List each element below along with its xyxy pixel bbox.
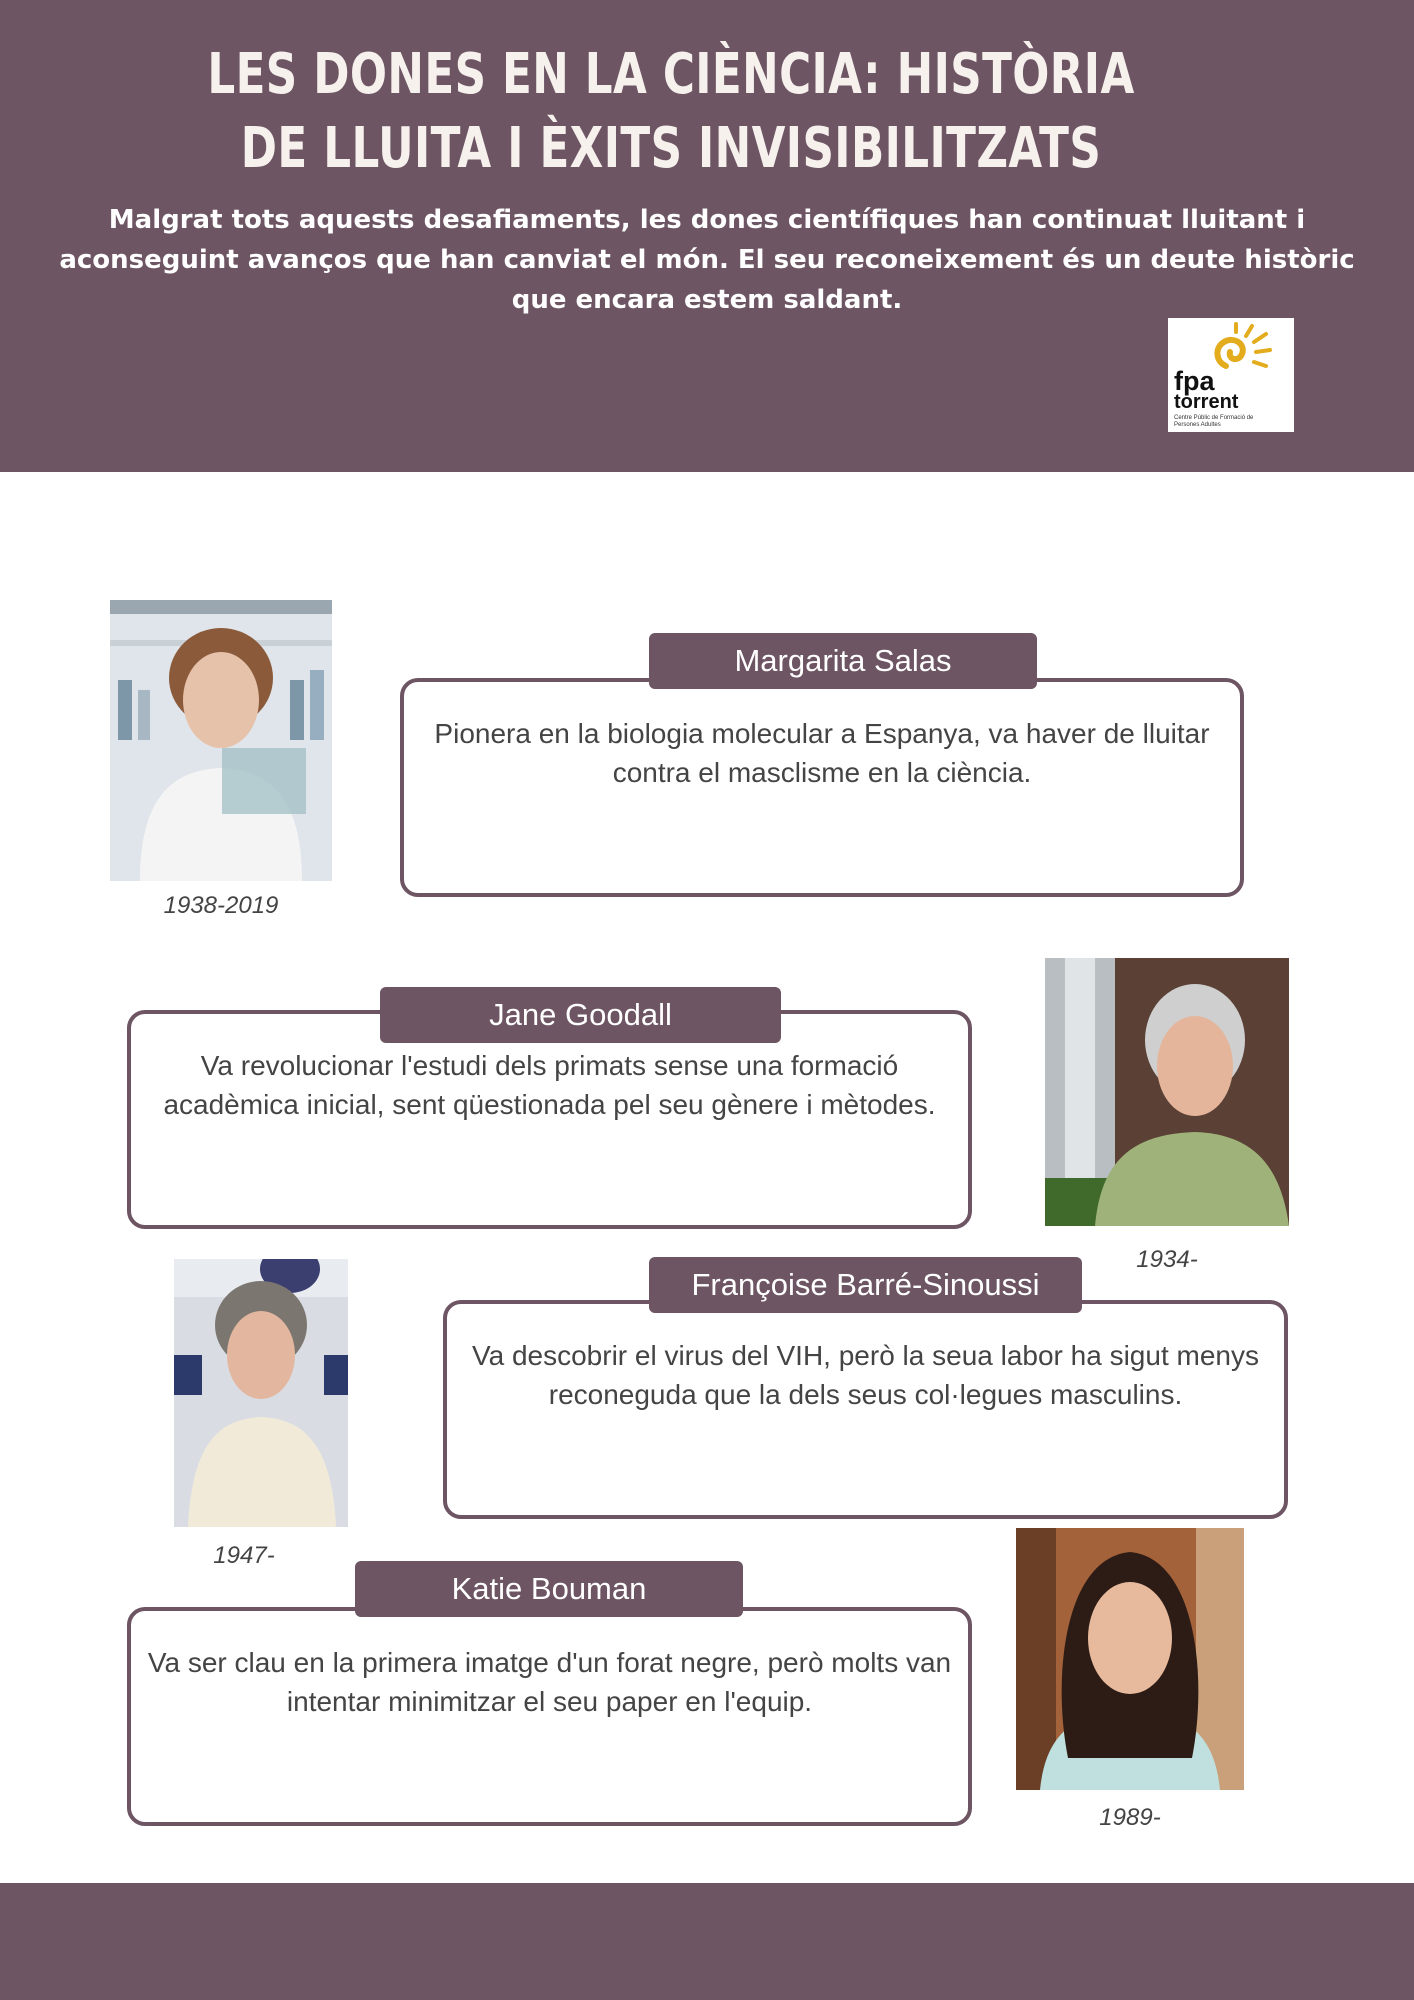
- card-francoise-barre-sinoussi: [443, 1300, 1288, 1519]
- years-jane-goodall: 1934-: [1136, 1246, 1198, 1273]
- description-francoise-barre-sinoussi: Va descobrir el virus del VIH, però la seua labor ha sigut menys reconeguda que la dels seus col·legues masculins.: [472, 1340, 1259, 1410]
- footer-banner: [0, 1883, 1414, 2000]
- card-katie-bouman: [127, 1607, 972, 1826]
- card-margarita-salas: [400, 678, 1244, 897]
- description-jane-goodall: Va revolucionar l'estudi dels primats sense una formació acadèmica inicial, sent qüestionada pel seu gènere i mètodes.: [163, 1050, 936, 1120]
- fpa-torrent-logo: [1168, 318, 1294, 432]
- description-margarita-salas: Pionera en la biologia molecular a Espanya, va haver de lluitar contra el masclisme en la ciència.: [434, 718, 1210, 788]
- logo-text-subtitle: Centre Públic de Formació de Persones Adultes: [1174, 415, 1254, 428]
- portrait-photo-jane-goodall: [1045, 958, 1289, 1226]
- name-tab-margarita-salas: Margarita Salas: [649, 633, 1037, 689]
- header-banner: [0, 0, 1414, 472]
- portrait-image: [1016, 1528, 1244, 1790]
- years-francoise-barre-sinoussi: 1947-: [213, 1542, 275, 1569]
- description-katie-bouman: Va ser clau en la primera imatge d'un forat negre, però molts van intentar minimitzar el seu paper en l'equip.: [147, 1647, 952, 1717]
- name-tab-katie-bouman: Katie Bouman: [355, 1561, 743, 1617]
- logo-text-torrent: torrent: [1174, 391, 1239, 413]
- portrait-photo-katie-bouman: [1016, 1528, 1244, 1790]
- page-subtitle: Malgrat tots aquests desafiaments, les dones científiques han continuat lluitant i aconseguint avanços que han canviat el món. El seu reconeixement és un deute històric que encara estem saldant.: [59, 205, 1355, 315]
- portrait-photo-francoise-barre-sinoussi: [174, 1259, 348, 1527]
- portrait-photo-margarita-salas: [110, 600, 332, 881]
- sun-logo-icon: [1206, 322, 1292, 382]
- logo-text-fpa: fpa: [1174, 366, 1215, 396]
- years-katie-bouman: 1989-: [1099, 1804, 1161, 1831]
- page-title: LES DONES EN LA CIÈNCIA: HISTÒRIA DE LLUITA I ÈXITS INVISIBILITZATS: [207, 42, 1135, 181]
- years-margarita-salas: 1938-2019: [163, 892, 279, 919]
- portrait-image: [110, 600, 332, 881]
- name-tab-jane-goodall: Jane Goodall: [380, 987, 781, 1043]
- portrait-image: [174, 1259, 348, 1527]
- portrait-image: [1045, 958, 1289, 1226]
- name-tab-francoise-barre-sinoussi: Françoise Barré-Sinoussi: [649, 1257, 1082, 1313]
